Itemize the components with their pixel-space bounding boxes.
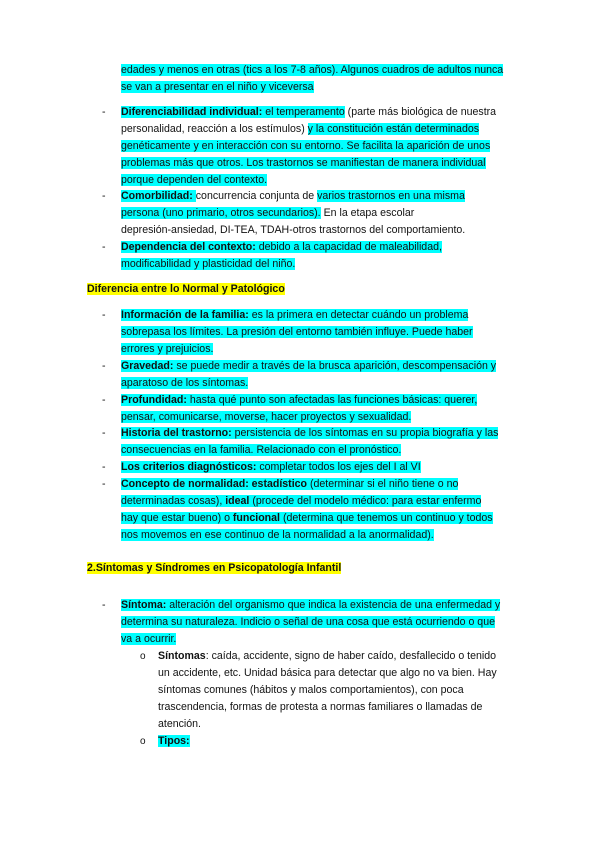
text-line [121, 155, 486, 172]
text-run: pensar, comunicarse, moverse, hacer proyectos y sexualidad. [121, 411, 412, 423]
text-run: Dependencia del contexto: [121, 241, 259, 253]
bullet-dash: - [102, 394, 106, 406]
text-line [121, 104, 496, 121]
text-line [121, 375, 248, 392]
bullet-dash: - [102, 190, 106, 202]
text-line [121, 459, 421, 476]
text-line [121, 324, 473, 341]
text-run: Información de la familia: [121, 309, 252, 321]
text-run: (parte más biológica de nuestra [344, 106, 497, 118]
bullet-dash: - [102, 427, 106, 439]
text-line [121, 256, 295, 273]
text-line [121, 442, 401, 459]
text-line [121, 631, 176, 648]
text-run: funcional [232, 512, 280, 524]
text-run: trascendencia, formas de protesta a normas familiares o llamadas de [158, 701, 483, 713]
text-run: síntomas comunes (hábitos y malos comportamientos), con poca [158, 684, 464, 696]
text-line [121, 172, 267, 189]
text-run: ideal [225, 495, 250, 507]
text-line [158, 682, 464, 699]
text-run: Síntoma: [121, 599, 170, 611]
text-run: debido a la capacidad de maleabilidad, [258, 241, 442, 253]
text-run: depresión-ansiedad, DI-TEA, TDAH-otros trastornos del comportamiento. [121, 224, 466, 236]
text-line [121, 138, 490, 155]
text-line [121, 188, 465, 205]
bullet-dash: - [102, 360, 106, 372]
bullet-dash: - [102, 478, 106, 490]
text-run: alteración del organismo que indica la existencia de una enfermedad y [169, 599, 501, 611]
text-line [158, 665, 497, 682]
text-line [121, 476, 458, 493]
text-run: porque dependen del contexto. [121, 174, 268, 186]
text-line [121, 409, 411, 426]
text-run: Diferenciabilidad individual: [121, 106, 266, 118]
text-line [121, 307, 468, 324]
text-line [121, 425, 498, 442]
text-run: personalidad, reacción a los estímulos) [121, 123, 308, 135]
bullet-circle: o [140, 736, 146, 747]
text-line [121, 239, 442, 256]
text-line [121, 358, 496, 375]
text-line [158, 699, 482, 716]
text-run: es la primera en detectar cuándo un problema [251, 309, 469, 321]
text-line [121, 392, 477, 409]
text-run: modificabilidad y plasticidad del niño. [121, 258, 296, 270]
text-line [121, 341, 213, 358]
text-run: aparatoso de los síntomas. [121, 377, 249, 389]
text-run: Historia del trastorno: [121, 427, 235, 439]
text-run: hay que estar bueno) o [121, 512, 233, 524]
text-run: se van a presentar en el niño y viceversa [121, 81, 314, 93]
text-run: Comorbilidad: [121, 190, 196, 202]
bullet-dash: - [102, 241, 106, 253]
text-run: nos movemos en ese continuo de la normalidad a la anormalidad). [121, 529, 434, 541]
text-run: edades y menos en otras (tics a los 7-8 años). Algunos cuadros de adultos nunca [121, 64, 504, 76]
text-run: Diferencia entre lo Normal y Patológico [87, 283, 285, 295]
text-run: Síntomas [158, 650, 206, 662]
text-run: Concepto de normalidad: estadístico [121, 478, 308, 490]
text-run: determinadas cosas), [121, 495, 226, 507]
text-line [121, 121, 479, 138]
text-run: sobrepasa los límites. La presión del entorno también influye. Puede haber [121, 326, 473, 338]
text-run: determina su naturaleza. Indicio o señal de una cosa que está ocurriendo o que [121, 616, 495, 628]
text-line [158, 648, 496, 665]
text-line [121, 222, 465, 239]
text-run: (determinar si el niño tiene o no [307, 478, 459, 490]
text-line [121, 493, 481, 510]
text-run: (procede del modelo médico: para estar enfermo [249, 495, 482, 507]
text-run: genéticamente y en interacción con su entorno. Se facilita la aparición de unos [121, 140, 491, 152]
text-run: 2.Síntomas y Síndromes en Psicopatología Infantil [87, 562, 342, 574]
text-run: persona (uno primario, otros secundarios). [121, 207, 321, 219]
text-run: Tipos: [158, 735, 190, 747]
text-line [158, 733, 190, 750]
bullet-dash: - [102, 461, 106, 473]
text-run: consecuencias en la familia. Relacionado con el pronóstico. [121, 444, 402, 456]
text-run: y la constitución están determinados [307, 123, 480, 135]
text-line [121, 597, 500, 614]
text-run: completar todos los ejes del I al VI [259, 461, 421, 473]
text-line [87, 560, 341, 577]
text-run: : caída, accidente, signo de haber caído, desfallecido o tenido [205, 650, 497, 662]
text-line [121, 510, 493, 527]
text-run: hasta qué punto son afectadas las funciones básicas: querer, [189, 394, 478, 406]
text-run: concurrencia conjunta de [195, 190, 318, 202]
bullet-dash: - [102, 599, 106, 611]
text-run: En la etapa escolar [320, 207, 415, 219]
text-line [121, 614, 495, 631]
text-line [121, 62, 503, 79]
bullet-dash: - [102, 106, 106, 118]
text-run: errores y prejuicios. [121, 343, 214, 355]
text-run: atención. [158, 718, 201, 730]
text-run: Gravedad: [121, 360, 177, 372]
text-line [87, 281, 285, 298]
bullet-dash: - [102, 309, 106, 321]
text-run: va a ocurrir. [121, 633, 177, 645]
bullet-circle: o [140, 651, 146, 662]
text-line [121, 205, 414, 222]
text-run: persistencia de los síntomas en su propia biografía y las [234, 427, 499, 439]
text-line [121, 527, 434, 544]
text-run: un accidente, etc. Unidad básica para detectar que algo no va bien. Hay [158, 667, 497, 679]
text-run: Profundidad: [121, 394, 190, 406]
text-line [121, 79, 314, 96]
text-line [158, 716, 201, 733]
text-run: problemas más que otros. Los trastornos se manifiestan de manera individual [121, 157, 486, 169]
text-run: se puede medir a través de la brusca aparición, descompensación y [176, 360, 497, 372]
text-run: varios trastornos en una misma [317, 190, 465, 202]
text-run: Los criterios diagnósticos: [121, 461, 260, 473]
text-run: el temperamento [265, 106, 345, 118]
text-run: (determina que tenemos un continuo y todos [280, 512, 493, 524]
